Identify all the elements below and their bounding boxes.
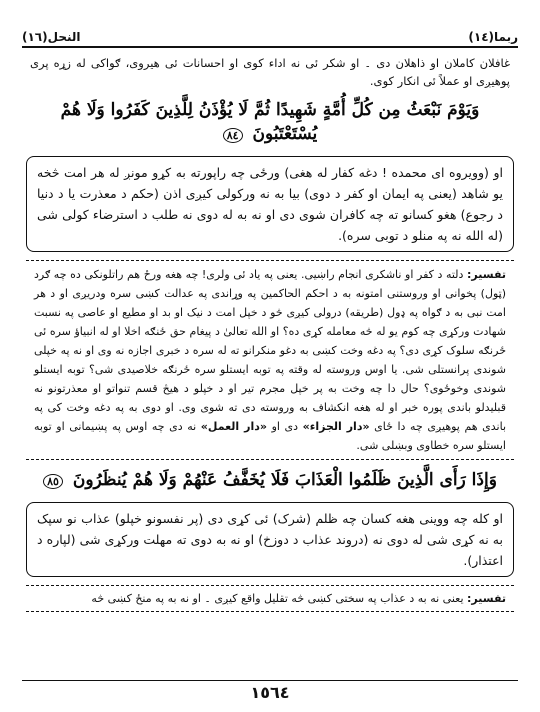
tafsir-term-dar-al-amal: «دار العمل» <box>200 420 267 433</box>
translation-box-2 <box>26 502 514 577</box>
verse-85-text: وَإِذَا رَأَى الَّذِينَ ظَلَمُوا الْعَذَابَ فَلَا يُخَفَّفُ عَنْهُمْ وَلَا هُمْ يُنظَرُونَ <box>72 470 497 490</box>
page-header <box>22 30 518 48</box>
tafsir-2-text: یعنی نه به د عذاب په سختی کښی څه تقلیل واقع کیږی ۔ او نه به په منځ کښی څه <box>91 592 464 605</box>
translation-2-text: او کله چه ووینی هغه کسان چه ظلم (شرک) ئی کړی دی (پر نفسونو خپلو) عذاب نو سپک به نه کړی شی له دوی نه (دروند عذاب د دوزخ) او نه به دوی ته مهلت ورکړی شی (لپاره د اعتذار). <box>37 511 503 568</box>
tafsir-1-text-part-2: نه دی چه اوس په پښیمانی او توبه ایستلو سره خطاوی وبښلی شی. <box>34 420 506 452</box>
tafsir-1-text-part-1: دلته د کفر او ناشکری انجام راښیی. یعنی په یاد ئی ولری! چه هغه ورځ هم راتلونکی ده چه ګرد (ټول) پخوانی او وروستنی امتونه به د احکم الحاکمین په وړاندی په عدالت کښی سره ودریږی او د هر امت نبی به د ګواه په ډول (طریقه) درولی کیږی څو د خپل امت د نیک او بد او مطیع او عاصی په نسبت شهادت ورکړی چه کوم یو له څه معامله کړی ده؟ او الله تعالیٰ د پیغام حق ځنګه اخلا او له انبیاؤ سره ئی ځرنګه سلوک کړی دی؟ په دغه وخت کښی به دغو منکرانو ته له سره د خبری اجازه نه وی او نه په خپلی شوندی پرانستلی شی. یا اوس وروسته له وقته په توبه ایستلو سره ځرنګه خلاصیدی شی؟ توبه ایستلو شوندی وخوځوی؟ حال دا چه وخت به پر خپل مجرم تیر او د خپلو د هیڅ قسم تنواتو او معذرتونو نه قبلیدلو باندی پوره خبر او له هغه انکشاف به وروسته دی ته شوی وی. او دوی به په دغه وخت کی په باندی هم پوهیږی چه دا ځای <box>34 268 507 433</box>
header-juz-right: ربما(١٤) <box>468 30 518 44</box>
tafsir-box-1 <box>26 260 514 460</box>
page-number: ١٥٦٤ <box>250 683 290 702</box>
header-surah-left: النحل(١٦) <box>22 30 81 44</box>
tafsir-1-text-middle: دی او <box>266 420 303 433</box>
verse-85 <box>42 468 498 494</box>
tafsir-label-1: تفسیر: <box>467 268 506 281</box>
verse-84 <box>42 98 498 148</box>
verse-84-text: وَيَوْمَ نَبْعَثُ مِن كُلِّ أُمَّةٍ شَهِيدًا ثُمَّ لَا يُؤْذَنُ لِلَّذِينَ كَفَرُوا وَلَا هُمْ يُسْتَعْتَبُونَ <box>60 100 480 144</box>
intro-paragraph: غافلان کاملان او ذاهلان دی ۔ او شکر ئی نه اداء کوی او احسانات ئی هیروی، ګواکی له زړه پری پوهیږی او عملاً ئی انکار کوی. <box>30 56 510 88</box>
tafsir-box-2 <box>26 585 514 612</box>
verse-84-number: ٨٤ <box>223 128 243 143</box>
translation-box-1 <box>26 156 514 252</box>
tafsir-label-2: تفسیر: <box>467 592 506 605</box>
verse-85-number: ٨٥ <box>43 474 63 489</box>
translation-1-text: او (وویروه ای محمده ! دغه کفار له هغی) ورځی چه راپورته به کړو مونږ له هر امت څخه یو شاهد (یعنی په ایمان او کفر د دوی) بیا به نه ورکولی کیږی اذن (حکم د معذرت یا د دنیا د رجوع) هغو کسانو ته چه کافران شوی دی او نه به له دوی نه طلب د استرضاء کولی شی (له الله نه په منلو د توبی سره). <box>37 165 503 243</box>
tafsir-term-dar-al-jaza: «دار الجزاء» <box>302 420 370 433</box>
page-footer <box>22 680 518 702</box>
